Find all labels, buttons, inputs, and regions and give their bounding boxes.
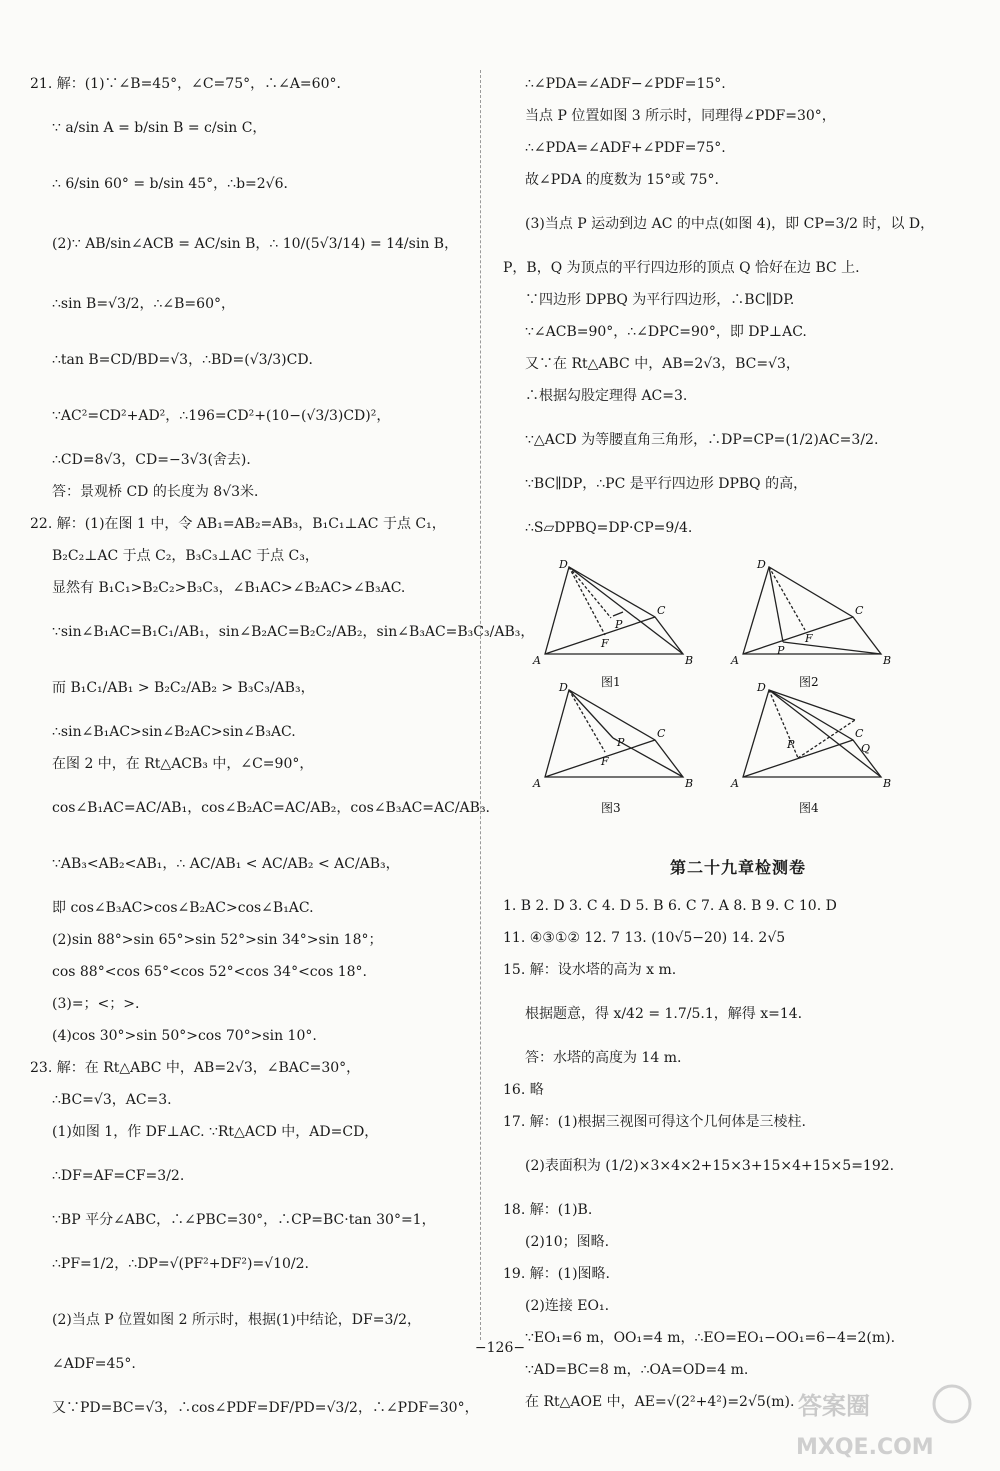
text-line: 故∠PDA 的度数为 15°或 75°. [525, 172, 719, 188]
text-line: ∴sin B=√3/2，∴∠B=60°， [52, 296, 235, 312]
label-c-2: C [855, 604, 864, 617]
right-column [503, 68, 973, 1418]
text-line: ∴CD=8√3，CD=−3√3(舍去)． [52, 452, 261, 468]
text-line: ∵EO₁=6 m，OO₁=4 m，∴EO=EO₁−OO₁=6−4=2(m). [525, 1330, 896, 1346]
label-p-1: P [615, 618, 623, 631]
text-line: (2)10；图略. [525, 1234, 610, 1250]
column-divider [480, 70, 481, 1340]
text-line: (2)连接 EO₁. [525, 1298, 610, 1314]
text-line: 答：景观桥 CD 的长度为 8√3米． [52, 484, 269, 500]
text-line: ∵AB₃<AB₂<AB₁，∴ AC/AB₁ < AC/AB₂ < AC/AB₃， [52, 856, 400, 872]
text-line: ∵四边形 DPBQ 为平行四边形，∴BC∥DP. [525, 292, 795, 308]
text-line: 而 B₁C₁/AB₁ > B₂C₂/AB₂ > B₃C₃/AB₃， [52, 680, 315, 696]
watermark-logo [792, 1378, 982, 1464]
text-line: (2)∵ AB/sin∠ACB = AC/sin B，∴ 10/(5√3/14) = 14/sin B， [52, 236, 459, 252]
text-line: (3)=；<；>. [52, 996, 140, 1012]
watermark-text: 答案圈 [798, 1392, 870, 1420]
text-line: (2)当点 P 位置如图 2 所示时，根据(1)中结论，DF=3/2， [52, 1312, 421, 1328]
caption-figure-2: 图2 [799, 675, 819, 689]
label-q-4: Q [861, 742, 871, 755]
section-title: 第二十九章检测卷 [669, 858, 806, 877]
label-d-2: D [757, 558, 766, 571]
text-line: 又∵PD=BC=√3，∴cos∠PDF=DF/PD=√3/2，∴∠PDF=30°， [52, 1400, 479, 1416]
text-line: ∵sin∠B₁AC=B₁C₁/AB₁，sin∠B₂AC=B₂C₂/AB₂，sin∠B₃AC=B₃C₃/AB₃， [52, 624, 535, 640]
text-line: ∴PF=1/2，∴DP=√(PF²+DF²)=√10/2. [52, 1256, 309, 1272]
label-c-3: C [657, 727, 666, 740]
text-line: ∴∠PDA=∠ADF+∠PDF=75°. [525, 140, 726, 156]
text-line: 答：水塔的高度为 14 m. [525, 1050, 682, 1066]
text-line: ∵AC²=CD²+AD²，∴196=CD²+(10−(√3/3)CD)²， [52, 408, 391, 424]
caption-figure-3: 图3 [601, 801, 621, 815]
text-line: ∴ 6/sin 60° = b/sin 45°，∴b=2√6． [52, 176, 298, 192]
text-line: 在图 2 中，在 Rt△ACB₃ 中，∠C=90°， [52, 756, 314, 772]
text-line: ∵AD=BC=8 m，∴OA=OD=4 m. [525, 1362, 749, 1378]
label-p-4: P [787, 738, 795, 751]
text-line: (2)sin 88°>sin 65°>sin 52°>sin 34°>sin 18°； [52, 932, 383, 948]
text-line: 17. 解：(1)根据三视图可得这个几何体是三棱柱. [503, 1114, 806, 1130]
text-line: 23. 解：在 Rt△ABC 中，AB=2√3，∠BAC=30°， [30, 1060, 361, 1076]
label-p-2: P [777, 644, 785, 657]
label-d-3: D [559, 681, 568, 694]
text-line: ∠ADF=45°. [52, 1356, 136, 1372]
text-line: 在 Rt△AOE 中，AE=√(2²+4²)=2√5(m). [525, 1394, 795, 1410]
caption-figure-1: 图1 [601, 675, 621, 689]
text-line: 16. 略 [503, 1082, 544, 1098]
text-line: ∵BC∥DP，∴PC 是平行四边形 DPBQ 的高， [525, 476, 808, 492]
text-line: 21. 解：(1)∵∠B=45°，∠C=75°，∴∠A=60°． [30, 76, 351, 92]
caption-figure-4: 图4 [799, 801, 819, 815]
label-c-4: C [855, 727, 864, 740]
label-p-3: P [617, 736, 625, 749]
text-line: ∴S▱DPBQ=DP·CP=9/4. [525, 520, 693, 536]
watermark-url: MXQE.COM [796, 1435, 934, 1460]
text-line: 又∵在 Rt△ABC 中，AB=2√3，BC=√3， [525, 356, 800, 372]
text-line: ∴∠PDA=∠ADF−∠PDF=15°. [525, 76, 726, 92]
text-line: cos 88°<cos 65°<cos 52°<cos 34°<cos 18°. [52, 964, 367, 980]
text-line: 18. 解：(1)B. [503, 1202, 593, 1218]
figures-svg [503, 558, 973, 842]
text-line: ∴tan B=CD/BD=√3，∴BD=(√3/3)CD． [52, 352, 323, 368]
text-line: ∴BC=√3，AC=3. [52, 1092, 172, 1108]
text-line: B₂C₂⊥AC 于点 C₂，B₃C₃⊥AC 于点 C₃， [52, 548, 319, 564]
text-line: (1)如图 1，作 DF⊥AC. ∵Rt△ACD 中，AD=CD， [52, 1124, 379, 1140]
text-line: ∴DF=AF=CF=3/2. [52, 1168, 185, 1184]
label-f-3: F [601, 755, 609, 768]
label-b-2: B [883, 654, 892, 667]
text-line: ∵ a/sin A = b/sin B = c/sin C， [52, 120, 267, 136]
label-a-1: A [533, 654, 541, 667]
text-line: 11. ④③①② 12. 7 13. (10√5−20) 14. 2√5 [503, 930, 786, 946]
label-a-2: A [731, 654, 739, 667]
text-line: 即 cos∠B₃AC>cos∠B₂AC>cos∠B₁AC. [52, 900, 314, 916]
label-c-1: C [657, 604, 666, 617]
text-line: cos∠B₁AC=AC/AB₁，cos∠B₂AC=AC/AB₂，cos∠B₃AC=AC/AB₃. [52, 800, 491, 816]
label-f-2: F [805, 632, 813, 645]
label-d-1: D [559, 558, 568, 571]
label-a-3: A [533, 777, 541, 790]
text-line: 当点 P 位置如图 3 所示时，同理得∠PDF=30°， [525, 108, 836, 124]
text-line: 15. 解：设水塔的高为 x m. [503, 962, 677, 978]
text-line: ∴根据勾股定理得 AC=3. [525, 388, 688, 404]
text-line: (2)表面积为 (1/2)×3×4×2+15×3+15×4+15×5=192. [525, 1158, 895, 1174]
text-line: ∵△ACD 为等腰直角三角形，∴DP=CP=(1/2)AC=3/2. [525, 432, 879, 448]
text-line: 根据题意，得 x/42 = 1.7/5.1，解得 x=14. [525, 1006, 803, 1022]
text-line: (3)当点 P 运动到边 AC 的中点(如图 4)，即 CP=3/2 时，以 D， [525, 216, 935, 232]
text-line: P，B，Q 为顶点的平行四边形的顶点 Q 恰好在边 BC 上. [503, 260, 860, 276]
label-a-4: A [731, 777, 739, 790]
label-b-4: B [883, 777, 892, 790]
label-d-4: D [757, 681, 766, 694]
label-f-1: F [601, 637, 609, 650]
geometry-figures [503, 558, 973, 842]
text-line: 19. 解：(1)图略. [503, 1266, 610, 1282]
page-number: −126− [474, 1340, 526, 1356]
label-b-1: B [685, 654, 694, 667]
text-line: 1. B 2. D 3. C 4. D 5. B 6. C 7. A 8. B 9. C 10. D [503, 898, 837, 914]
text-line: 22. 解：(1)在图 1 中，令 AB₁=AB₂=AB₃，B₁C₁⊥AC 于点 C₁， [30, 516, 446, 532]
label-b-3: B [685, 777, 694, 790]
text-line: ∵BP 平分∠ABC，∴∠PBC=30°，∴CP=BC·tan 30°=1， [52, 1212, 436, 1228]
text-line: ∵∠ACB=90°，∴∠DPC=90°，即 DP⊥AC. [525, 324, 807, 340]
text-line: 显然有 B₁C₁>B₂C₂>B₃C₃，∠B₁AC>∠B₂AC>∠B₃AC. [52, 580, 406, 596]
text-line: ∴sin∠B₁AC>sin∠B₂AC>sin∠B₃AC. [52, 724, 296, 740]
text-line: (4)cos 30°>sin 50°>cos 70°>sin 10°. [52, 1028, 317, 1044]
